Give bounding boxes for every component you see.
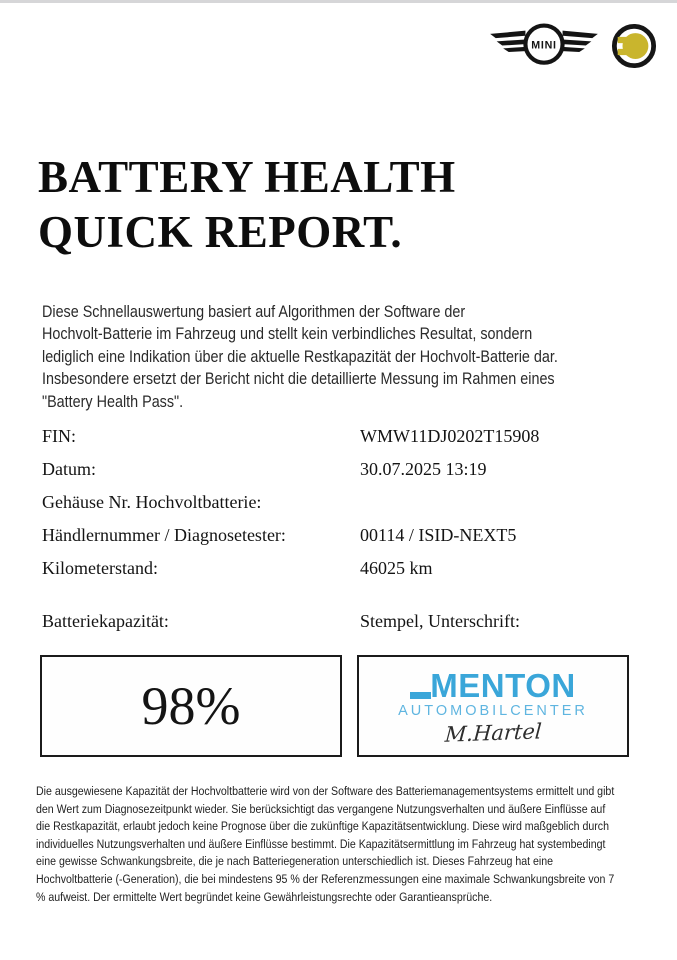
field-value: WMW11DJ0202T15908 (360, 426, 540, 446)
stamp-signature-box (357, 655, 629, 757)
page-title (38, 150, 456, 260)
field-label: Kilometerstand: (42, 558, 158, 578)
field-row-gehaeuse-nr (42, 486, 647, 519)
field-row-datum (42, 453, 647, 486)
stamp-signature-label: Stempel, Unterschrift: (360, 611, 520, 631)
field-label: FIN: (42, 426, 77, 446)
dealer-name: MENTON (430, 667, 576, 704)
dealer-logo (410, 669, 575, 703)
field-label: Datum: (42, 459, 96, 479)
dealer-subtitle: AUTOMOBILCENTER (398, 703, 588, 719)
field-value: 46025 km (360, 558, 433, 578)
dealer-logo-dash (410, 692, 431, 699)
intro-paragraph: Diese Schnellauswertung basiert auf Algorithmen der Software der Hochvolt-Batterie im Fahrzeug und stellt kein verbindliches Resultat, sondern lediglich eine Indikation über die aktuelle Restkapazität der Hochvolt-Batterie dar. Insbesondere ersetzt der Bericht nicht die detaillierte Messung im Rahmen eines "Battery Health Pass". (42, 302, 558, 411)
page-title-line2: QUICK REPORT. (38, 207, 403, 257)
mini-electric-plug-icon (611, 23, 657, 69)
battery-capacity-value: 98% (141, 676, 241, 736)
mini-logo-text: MINI (531, 39, 557, 52)
fineprint-paragraph: Die ausgewiesene Kapazität der Hochvoltbatterie wird von der Software des Batteriemanagementsystems ermittelt und gibt den Wert zum Diagnosezeitpunkt wieder. Sie berücksichtigt das vergangene Nutzungsverhalten und äußere Einflüsse auf die Restkapazität, erlaubt jedoch keine Prognose über die zukünftige Kapazitätsentwicklung. Diese wird maßgeblich durch individuelles Nutzungsverhalten und äußere Einflüsse bestimmt. Die Kapazitätsermittlung im Fahrzeug hat systembedingt eine gewisse Schwankungsbreite, die je nach Batteriegeneration unterschiedlich ist. Dieses Fahrzeug hat eine Hochvoltbatterie (-Generation), die bei mindestens 95 % der Referenzmessungen eine maximale Schwankungsbreite von 7 % aufweist. Der ermittelte Wert begründet keine Gewährleistungsrechte oder Garantieansprüche. (36, 784, 615, 904)
battery-capacity-label: Batteriekapazität: (42, 611, 169, 631)
field-value: 30.07.2025 13:19 (360, 459, 487, 479)
top-rule (0, 0, 677, 3)
report-fields (42, 420, 647, 585)
field-row-kilometerstand (42, 552, 647, 585)
field-row-fin (42, 420, 647, 453)
signature: M.Hartel (443, 719, 543, 747)
section-labels (42, 605, 647, 638)
page-title-line1: BATTERY HEALTH (38, 152, 456, 202)
field-row-haendlernummer (42, 519, 647, 552)
field-label: Händlernummer / Diagnosetester: (42, 525, 286, 545)
mini-logo-icon (488, 20, 600, 72)
field-label: Gehäuse Nr. Hochvoltbatterie: (42, 492, 262, 512)
header-logos (488, 20, 657, 72)
battery-capacity-box (40, 655, 342, 757)
field-value (360, 486, 647, 519)
field-value: 00114 / ISID-NEXT5 (360, 525, 517, 545)
result-boxes (40, 655, 629, 757)
